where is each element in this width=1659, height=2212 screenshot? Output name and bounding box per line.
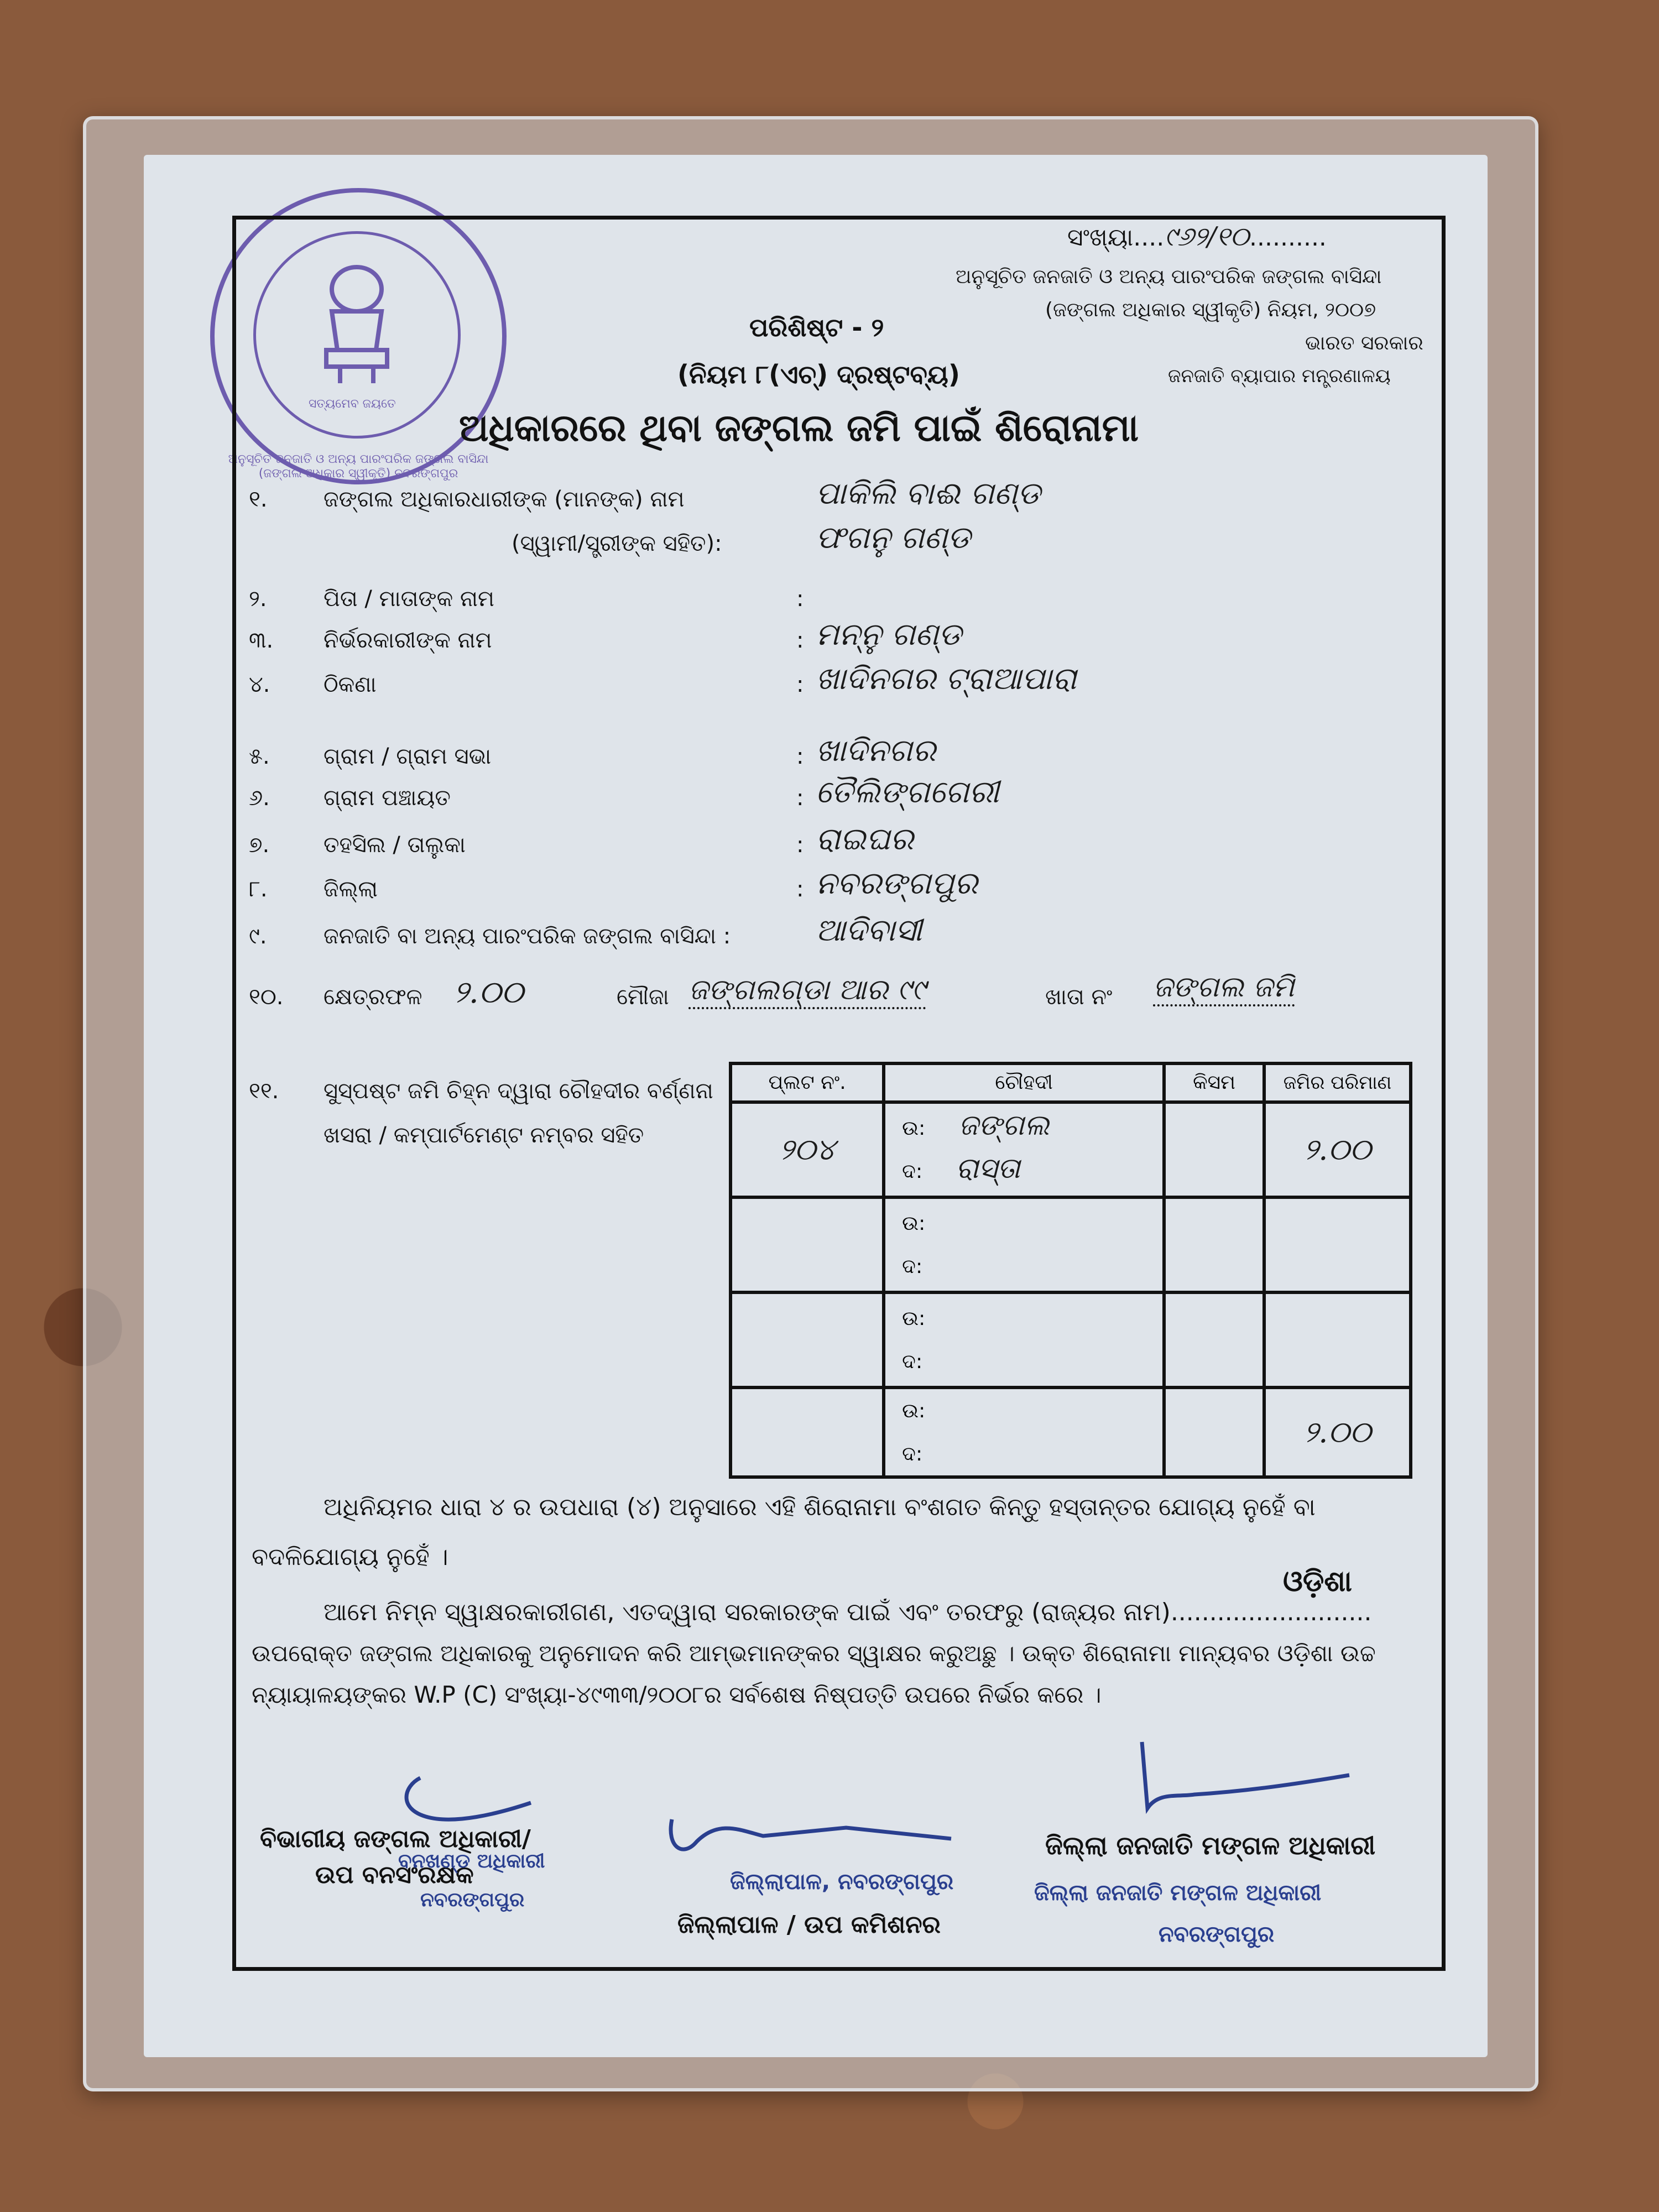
field-label: ନିର୍ଭରକାରୀଙ୍କ ନାମ — [324, 628, 492, 653]
right-stamp-text-1: ଜିଲ୍ଲା ଜନଜାତି ମଙ୍ଗଳ ଅଧିକାରୀ — [1034, 1880, 1322, 1906]
header-land-area: ଜମିର ପରିମାଣ — [1264, 1063, 1411, 1102]
page-title: ଅଧିକାରରେ ଥିବା ଜଙ୍ଗଲ ଜମି ପାଇଁ ଶିରୋନାମା — [459, 406, 1139, 450]
field-colon: : — [796, 832, 804, 858]
field-label: ତହସିଲ / ତାଲୁକା — [324, 832, 466, 858]
authority-line-4: ଜନଜାତି ବ୍ୟାପାର ମନ୍ତ୍ରଣାଳୟ — [1168, 365, 1391, 387]
para1-line2: ବଦଳିଯୋଗ୍ୟ ନୁହେଁ । — [252, 1543, 448, 1571]
boundary-cell — [884, 1102, 1164, 1197]
plot-row — [731, 1387, 1411, 1477]
center-stamp-text: ଜିଲ୍ଲାପାଳ, ନବରଙ୍ଗପୁର — [730, 1869, 954, 1895]
boundary-south — [885, 1245, 1162, 1288]
field-value: ତୈଲିଙ୍ଗଗେରୀ — [816, 774, 999, 810]
para2-line3: ନ୍ୟାୟାଳୟଙ୍କର W.P (C) ସଂଖ୍ୟା-୪୯୩୩/୨୦୦୮ର ସର୍ବଶେଷ ନିଷ୍ପତ୍ତି ଉପରେ ନିର୍ଭର କରେ । — [252, 1681, 1102, 1708]
boundary-north-value: ଜଙ୍ଗଲ — [958, 1109, 1050, 1142]
field-number: ୬. — [249, 785, 270, 811]
field-value: ଖାଦିନଗର — [816, 733, 936, 769]
field-value: ଆଦିବାସୀ — [816, 912, 922, 948]
field-label: ଜଙ୍ଗଲ ଅଧିକାରଧାରୀଙ୍କ (ମାନଙ୍କ) ନାମ — [324, 487, 685, 512]
field-number: ୩. — [249, 628, 274, 653]
field-value: ମନ୍ନୁ ଗଣ୍ଡ — [816, 617, 962, 653]
serial-dots-after: .......... — [1249, 223, 1327, 252]
boundary-north-prefix: ଉ: — [902, 1212, 926, 1235]
para2-line2: ଉପରୋକ୍ତ ଜଙ୍ଗଲ ଅଧିକାରକୁ ଅନୁମୋଦନ କରି ଆମ୍ଭମାନଙ୍କର ସ୍ୱାକ୍ଷର କରୁଅଛୁ । ଉକ୍ତ ଶିରୋନାମା ମାନ୍ୟବର ଓଡ଼ିଶା ଉଚ୍ଚ — [252, 1640, 1376, 1667]
header-plot-no: ପ୍ଲଟ ନଂ. — [731, 1063, 884, 1102]
right-signatory-title: ଜିଲ୍ଲା ଜନଜାତି ମଙ୍ଗଳ ଅଧିକାରୀ — [1045, 1830, 1376, 1860]
field-value: ଫଗନୁ ଗଣ୍ଡ — [816, 520, 971, 556]
left-stamp-text-1: ବନଖଣ୍ଡ ଅଧିକାରୀ — [398, 1850, 545, 1872]
field-label: ଗ୍ରାମ ପଞ୍ଚାୟତ — [324, 785, 451, 811]
boundary-north — [885, 1107, 1162, 1150]
field-label: ଜିଲ୍ଲା — [324, 877, 378, 902]
kisam-cell — [1164, 1387, 1264, 1477]
left-signatory-title: ବିଭାଗୀୟ ଜଙ୍ଗଲ ଅଧିକାରୀ/ — [260, 1825, 531, 1853]
header-kisam: କିସମ — [1164, 1063, 1264, 1102]
field-number: ୪. — [249, 672, 270, 697]
boundary-south-prefix: ଦ: — [902, 1350, 923, 1373]
serial-dots: .... — [1133, 223, 1165, 252]
area-label: କ୍ଷେତ୍ରଫଳ — [324, 984, 422, 1010]
authority-line-3: ଭାରତ ସରକାର — [1305, 332, 1423, 354]
plot-boundary-table — [729, 1062, 1412, 1479]
field-colon: : — [796, 785, 804, 811]
boundary-north-prefix: ଉ: — [902, 1400, 926, 1422]
boundary-south-prefix: ଦ: — [902, 1160, 923, 1183]
plot-table-header — [731, 1063, 1411, 1102]
stamp-ring-text: ଅନୁସୂଚିତ ଜନଜାତି ଓ ଅନ୍ୟ ପାରଂପରିକ ଜଙ୍ଗଲ ବାସିନ୍ଦା (ଜଙ୍ଗଲ ଅଧିକାର ସ୍ୱୀକୃତି) ନବରଙ୍ଗପୁର — [228, 452, 489, 481]
boundary-south — [885, 1150, 1162, 1193]
area-value: ୨.୦୦ — [453, 974, 524, 1010]
left-signatory-title-2: ଉପ ବନସଂରକ୍ଷକ — [315, 1861, 474, 1889]
kisam-cell — [1164, 1102, 1264, 1197]
plot-number-cell — [731, 1292, 884, 1387]
land-area-cell — [1264, 1292, 1411, 1387]
header-boundary: ଚୌହଦୀ — [884, 1063, 1164, 1102]
land-area-cell-value: ୨.୦୦ — [1303, 1415, 1371, 1449]
boundary-north — [885, 1389, 1162, 1432]
khata-label: ଖାତା ନଂ — [1045, 984, 1113, 1010]
field-number: ୫. — [249, 744, 270, 769]
field-label: ଠିକଣା — [324, 672, 377, 697]
field-colon: : — [796, 628, 804, 653]
authority-line-2: (ଜଙ୍ଗଲ ଅଧିକାର ସ୍ୱୀକୃତି) ନିୟମ, ୨୦୦୭ — [1045, 299, 1376, 321]
serial-number — [1067, 221, 1327, 253]
rule-reference: (ନିୟମ ୮(ଏଚ୍) ଦ୍ରଷ୍ଟବ୍ୟ) — [677, 359, 960, 389]
plot-row — [731, 1292, 1411, 1387]
boundary-north-prefix: ଉ: — [902, 1307, 926, 1330]
khata-value: ଜଙ୍ଗଲ ଜମି — [1153, 971, 1295, 1006]
boundary-cell — [884, 1387, 1164, 1477]
field-label: ଗ୍ରାମ / ଗ୍ରାମ ସଭା — [324, 744, 492, 769]
field-value: ନବରଙ୍ଗପୁର — [816, 865, 978, 901]
plot-row — [731, 1102, 1411, 1197]
row10-number: ୧୦. — [249, 984, 284, 1010]
field-value: ପାକିଲି ବାଈ ଗଣ୍ଡ — [816, 476, 1041, 512]
field-number: ୨. — [249, 586, 267, 612]
field-label: ଜନଜାତି ବା ଅନ୍ୟ ପାରଂପରିକ ଜଙ୍ଗଲ ବାସିନ୍ଦା : — [324, 924, 731, 949]
land-area-cell-value: ୨.୦୦ — [1303, 1132, 1371, 1167]
land-area-cell — [1264, 1102, 1411, 1197]
row11-number: ୧୧. — [249, 1078, 279, 1104]
field-number: ୧. — [249, 487, 268, 512]
plot-row — [731, 1197, 1411, 1292]
field-colon: : — [796, 744, 804, 769]
serial-number-value: ୯୬୨/୧୦ — [1164, 221, 1250, 252]
boundary-cell — [884, 1292, 1164, 1387]
land-area-cell — [1264, 1387, 1411, 1477]
plot-table-body — [731, 1102, 1411, 1477]
para2-line1: ଆମେ ନିମ୍ନ ସ୍ୱାକ୍ଷରକାରୀଗଣ, ଏତଦ୍ୱାରା ସରକାରଙ୍କ ପାଇଁ ଏବଂ ତରଫରୁ (ରାଜ୍ୟର ନାମ).......................... — [324, 1598, 1372, 1626]
boundary-south-prefix: ଦ: — [902, 1443, 923, 1465]
plot-number-cell — [731, 1102, 884, 1197]
plot-number-cell-value: ୨୦୪ — [779, 1132, 835, 1167]
center-signatory-title: ଜିଲ୍ଲାପାଳ / ଉପ କମିଶନର — [677, 1911, 941, 1939]
row11-label-2: ଖସରା / କମ୍ପାର୍ଟମେଣ୍ଟ ନମ୍ବର ସହିତ — [324, 1123, 644, 1148]
boundary-north — [885, 1202, 1162, 1245]
field-number: ୯. — [249, 924, 267, 949]
boundary-north — [885, 1297, 1162, 1340]
field-colon: : — [796, 672, 804, 697]
left-stamp-text-2: ନବରଙ୍ଗପୁର — [420, 1888, 525, 1911]
land-area-cell — [1264, 1197, 1411, 1292]
mouza-value: ଜଙ୍ଗଲଗ୍ଡା ଆର ୯୯ — [688, 973, 926, 1009]
plot-number-cell — [731, 1387, 884, 1477]
field-colon: : — [796, 877, 804, 902]
state-name: ଓଡ଼ିଶା — [1283, 1565, 1352, 1598]
serial-number-label: ସଂଖ୍ୟା — [1067, 223, 1134, 252]
field-number: ୭. — [249, 832, 270, 858]
kisam-cell — [1164, 1197, 1264, 1292]
boundary-south-prefix: ଦ: — [902, 1255, 923, 1278]
boundary-cell — [884, 1197, 1164, 1292]
annexure-label: ପରିଶିଷ୍ଟ - ୨ — [749, 312, 884, 342]
field-colon: : — [796, 586, 804, 612]
mouza-label: ମୌଜା — [617, 984, 669, 1010]
kisam-cell — [1164, 1292, 1264, 1387]
emblem-caption: ସତ୍ୟମେବ ଜୟତେ — [309, 397, 396, 411]
boundary-south — [885, 1340, 1162, 1383]
boundary-south-value: ରାସ୍ତା — [956, 1152, 1020, 1185]
boundary-north-prefix: ଉ: — [902, 1117, 926, 1140]
boundary-south — [885, 1432, 1162, 1475]
para1-line1: ଅଧିନିୟମର ଧାରା ୪ ର ଉପଧାରା (୪) ଅନୁସାରେ ଏହି ଶିରୋନାମା ବଂଶଗତ କିନ୍ତୁ ହସ୍ତାନ୍ତର ଯୋଗ୍ୟ ନୁହେଁ ବା — [324, 1493, 1316, 1521]
field-label: ପିତା / ମାତାଙ୍କ ନାମ — [324, 586, 494, 612]
field-label: (ସ୍ୱାମୀ/ସ୍ତ୍ରୀଙ୍କ ସହିତ): — [512, 531, 722, 556]
field-number: ୮. — [249, 877, 268, 902]
plot-number-cell — [731, 1197, 884, 1292]
field-value: ଖାଦିନଗର ଟ୍ରାଆପାରା — [816, 661, 1077, 697]
row11-label-1: ସୁସ୍ପଷ୍ଟ ଜମି ଚିହ୍ନ ଦ୍ୱାରା ଚୌହଦୀର ବର୍ଣ୍ଣନା — [324, 1078, 713, 1104]
field-value: ରାଇଘର — [816, 821, 914, 857]
right-stamp-text-2: ନବରଙ୍ଗପୁର — [1159, 1922, 1275, 1947]
authority-line-1: ଅନୁସୂଚିତ ଜନଜାତି ଓ ଅନ୍ୟ ପାରଂପରିକ ଜଙ୍ଗଲ ବାସିନ୍ଦା — [956, 265, 1382, 288]
